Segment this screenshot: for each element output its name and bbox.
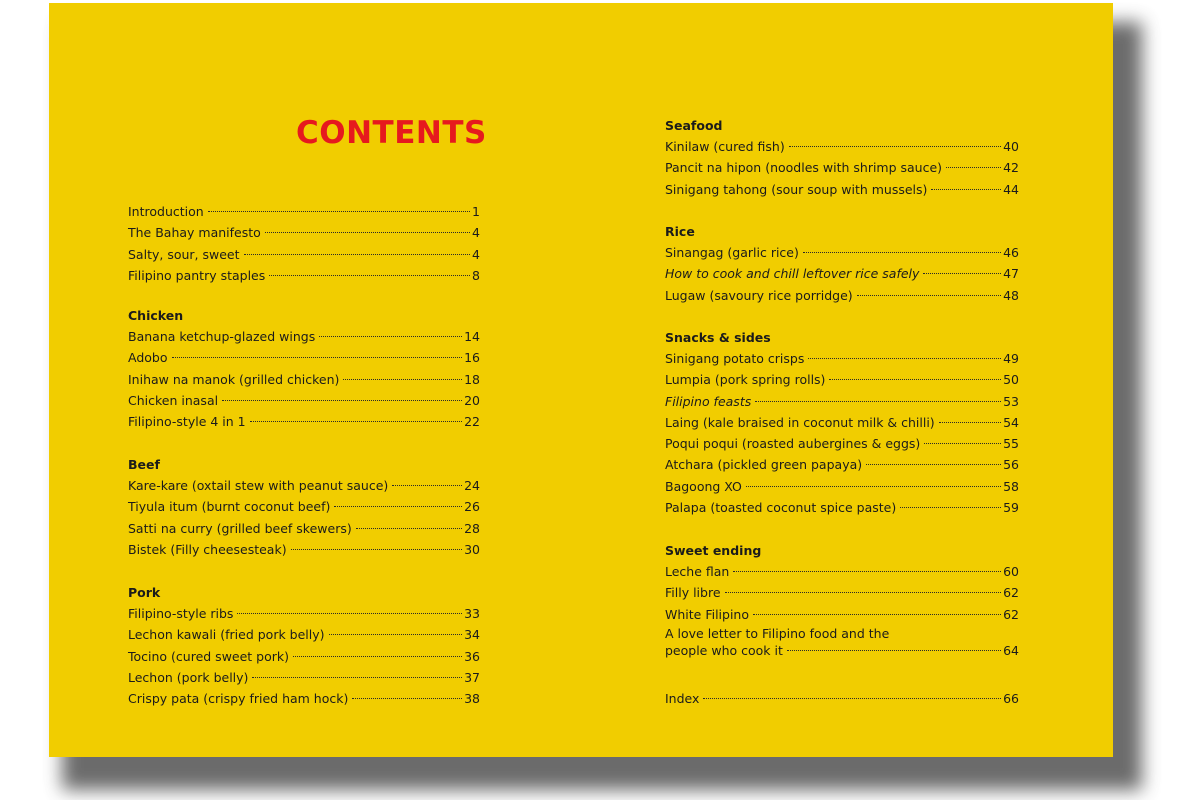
dot-leader xyxy=(931,189,1001,190)
dot-leader xyxy=(208,211,470,212)
toc-entry[interactable] xyxy=(665,391,1019,412)
toc-label: Laing (kale braised in coconut milk & chilli) xyxy=(665,414,935,430)
toc-label: Sinigang potato crisps xyxy=(665,351,805,366)
toc-page: 1 xyxy=(472,204,480,219)
dot-leader xyxy=(733,571,1001,572)
toc-label: Filipino-style ribs xyxy=(128,606,234,621)
toc-page: 49 xyxy=(1003,351,1019,366)
dot-leader xyxy=(269,275,470,276)
toc-label: Tiyula itum (burnt coconut beef) xyxy=(128,499,331,515)
toc-label: The Bahay manifesto xyxy=(128,225,261,241)
toc-page: 55 xyxy=(1003,436,1019,452)
toc-label: Lechon kawali (fried pork belly) xyxy=(128,627,325,643)
dot-leader xyxy=(923,273,1001,274)
dot-leader xyxy=(250,421,462,422)
toc-entry-index[interactable] xyxy=(665,688,1019,709)
toc-label-line2: people who cook it xyxy=(665,642,783,658)
toc-entry[interactable] xyxy=(128,475,480,496)
toc-entry[interactable] xyxy=(128,688,480,709)
toc-label: Filipino-style 4 in 1 xyxy=(128,414,246,430)
toc-entry[interactable] xyxy=(128,390,480,411)
toc-page: 18 xyxy=(464,371,480,387)
dot-leader xyxy=(808,358,1001,359)
toc-entry[interactable] xyxy=(128,646,480,667)
toc-entry[interactable] xyxy=(665,476,1019,497)
toc-label: Introduction xyxy=(128,204,204,219)
section-seafood xyxy=(665,115,1019,200)
dot-leader xyxy=(789,146,1001,147)
toc-page: 4 xyxy=(472,246,480,262)
toc-label-line1: A love letter to Filipino food and the xyxy=(665,625,890,641)
dot-leader xyxy=(343,379,462,380)
toc-entry[interactable] xyxy=(665,242,1019,263)
dot-leader xyxy=(392,485,462,486)
toc-label: Kare-kare (oxtail stew with peanut sauce) xyxy=(128,478,389,493)
toc-page: 20 xyxy=(464,392,480,408)
toc-page: 50 xyxy=(1003,372,1019,388)
toc-label: Crispy pata (crispy fried ham hock) xyxy=(128,691,349,707)
toc-page: 42 xyxy=(1003,160,1019,176)
section-heading: Snacks & sides xyxy=(665,330,771,345)
toc-page: 60 xyxy=(1003,564,1019,579)
toc-page: 33 xyxy=(464,606,480,621)
dot-leader xyxy=(829,379,1001,380)
dot-leader xyxy=(753,614,1001,615)
toc-page: 8 xyxy=(472,267,480,283)
toc-page: 30 xyxy=(464,541,480,557)
section-heading: Chicken xyxy=(128,308,184,323)
section-heading: Seafood xyxy=(665,118,723,133)
toc-label: Bagoong XO xyxy=(665,478,742,494)
toc-entry[interactable] xyxy=(665,412,1019,433)
toc-label: Filly libre xyxy=(665,585,721,601)
toc-label: Sinigang tahong (sour soup with mussels) xyxy=(665,181,928,197)
toc-entry[interactable] xyxy=(128,201,480,222)
toc-label: How to cook and chill leftover rice safely xyxy=(665,266,920,282)
toc-entry[interactable] xyxy=(665,582,1019,603)
toc-label: Palapa (toasted coconut spice paste) xyxy=(665,500,897,516)
toc-page: 44 xyxy=(1003,181,1019,197)
toc-label: White Filipino xyxy=(665,606,749,622)
toc-page: 4 xyxy=(472,225,480,241)
toc-page: 48 xyxy=(1003,287,1019,303)
toc-page: 40 xyxy=(1003,139,1019,154)
toc-label: Index xyxy=(665,691,700,706)
dot-leader xyxy=(265,232,470,233)
toc-label: Poqui poqui (roasted aubergines & eggs) xyxy=(665,436,921,452)
toc-entry[interactable] xyxy=(128,326,480,347)
dot-leader xyxy=(352,698,462,699)
toc-label: Adobo xyxy=(128,350,168,366)
toc-label: Salty, sour, sweet xyxy=(128,246,240,262)
toc-entry[interactable] xyxy=(665,285,1019,306)
toc-page: 56 xyxy=(1003,457,1019,473)
toc-page: 46 xyxy=(1003,245,1019,260)
section-heading: Pork xyxy=(128,585,161,600)
toc-label: Banana ketchup-glazed wings xyxy=(128,329,316,344)
dot-leader xyxy=(939,422,1001,423)
toc-entry-love-letter[interactable] xyxy=(665,625,1019,663)
toc-label: Satti na curry (grilled beef skewers) xyxy=(128,520,352,536)
toc-page: 34 xyxy=(464,627,480,643)
toc-entry[interactable] xyxy=(665,497,1019,518)
toc-page: 62 xyxy=(1003,585,1019,601)
section-heading: Sweet ending xyxy=(665,543,762,558)
section-chicken xyxy=(128,305,480,432)
dot-leader xyxy=(787,650,1001,651)
contents-page xyxy=(49,3,1113,757)
toc-page: 24 xyxy=(464,478,480,493)
toc-page: 28 xyxy=(464,520,480,536)
dot-leader xyxy=(725,592,1002,593)
toc-page: 22 xyxy=(464,414,480,430)
toc-entry[interactable] xyxy=(665,157,1019,178)
toc-label: Lechon (pork belly) xyxy=(128,669,249,685)
toc-entry[interactable] xyxy=(665,561,1019,582)
toc-label: Filipino feasts xyxy=(665,393,752,409)
toc-entry[interactable] xyxy=(665,136,1019,157)
dot-leader xyxy=(319,336,462,337)
section-pork xyxy=(128,582,480,709)
toc-label: Pancit na hipon (noodles with shrimp sauce) xyxy=(665,160,943,176)
toc-page: 62 xyxy=(1003,606,1019,622)
dot-leader xyxy=(172,357,463,358)
dot-leader xyxy=(803,252,1001,253)
toc-page: 38 xyxy=(464,691,480,707)
toc-label: Sinangag (garlic rice) xyxy=(665,245,799,260)
dot-leader xyxy=(946,167,1001,168)
dot-leader xyxy=(755,401,1001,402)
dot-leader xyxy=(252,677,462,678)
dot-leader xyxy=(293,656,462,657)
toc-entry[interactable] xyxy=(128,624,480,645)
dot-leader xyxy=(334,506,462,507)
dot-leader xyxy=(703,698,1001,699)
toc-page: 36 xyxy=(464,648,480,664)
section-index xyxy=(665,688,1019,709)
toc-label: Chicken inasal xyxy=(128,392,219,408)
toc-page: 54 xyxy=(1003,414,1019,430)
toc-label: Lumpia (pork spring rolls) xyxy=(665,372,826,388)
section-sweet-ending xyxy=(665,540,1019,663)
toc-label: Tocino (cured sweet pork) xyxy=(128,648,290,664)
section-snacks xyxy=(665,327,1019,518)
toc-page: 14 xyxy=(464,329,480,344)
toc-entry[interactable] xyxy=(128,222,480,243)
toc-label: Lugaw (savoury rice porridge) xyxy=(665,287,853,303)
toc-page: 47 xyxy=(1003,266,1019,282)
toc-page: 64 xyxy=(1003,642,1019,658)
toc-label: Leche flan xyxy=(665,564,730,579)
toc-label: Kinilaw (cured fish) xyxy=(665,139,785,154)
dot-leader xyxy=(291,549,463,550)
toc-entry[interactable] xyxy=(128,667,480,688)
dot-leader xyxy=(924,443,1001,444)
toc-page: 53 xyxy=(1003,393,1019,409)
toc-page: 66 xyxy=(1003,691,1019,706)
dot-leader xyxy=(244,254,471,255)
toc-entry[interactable] xyxy=(128,244,480,265)
toc-entry[interactable] xyxy=(128,603,480,624)
toc-label: Atchara (pickled green papaya) xyxy=(665,457,863,473)
toc-entry[interactable] xyxy=(128,496,480,517)
toc-label: Filipino pantry staples xyxy=(128,267,266,283)
section-rice xyxy=(665,221,1019,306)
toc-entry[interactable] xyxy=(665,604,1019,625)
toc-label: Bistek (Filly cheesesteak) xyxy=(128,541,287,557)
toc-entry[interactable] xyxy=(128,518,480,539)
toc-entry[interactable] xyxy=(665,433,1019,454)
toc-label: Inihaw na manok (grilled chicken) xyxy=(128,371,340,387)
toc-entry[interactable] xyxy=(128,539,480,560)
section-beef xyxy=(128,454,480,560)
toc-entry[interactable] xyxy=(665,263,1019,284)
dot-leader xyxy=(900,507,1001,508)
section-heading: Beef xyxy=(128,457,160,472)
dot-leader xyxy=(329,634,463,635)
toc-page: 16 xyxy=(464,350,480,366)
dot-leader xyxy=(857,295,1001,296)
toc-entry[interactable] xyxy=(128,265,480,286)
dot-leader xyxy=(222,400,462,401)
toc-entry[interactable] xyxy=(665,454,1019,475)
dot-leader xyxy=(237,613,462,614)
page-title: CONTENTS xyxy=(296,115,487,151)
toc-page: 58 xyxy=(1003,478,1019,494)
toc-entry[interactable] xyxy=(665,179,1019,200)
dot-leader xyxy=(746,486,1001,487)
intro-section xyxy=(128,201,480,286)
section-heading: Rice xyxy=(665,224,695,239)
dot-leader xyxy=(356,528,462,529)
toc-entry[interactable] xyxy=(665,369,1019,390)
toc-page: 26 xyxy=(464,499,480,515)
toc-page: 37 xyxy=(464,669,480,685)
toc-page: 59 xyxy=(1003,500,1019,516)
toc-entry[interactable] xyxy=(128,411,480,432)
dot-leader xyxy=(866,464,1001,465)
toc-entry[interactable] xyxy=(665,348,1019,369)
toc-entry[interactable] xyxy=(128,347,480,368)
toc-entry[interactable] xyxy=(128,369,480,390)
